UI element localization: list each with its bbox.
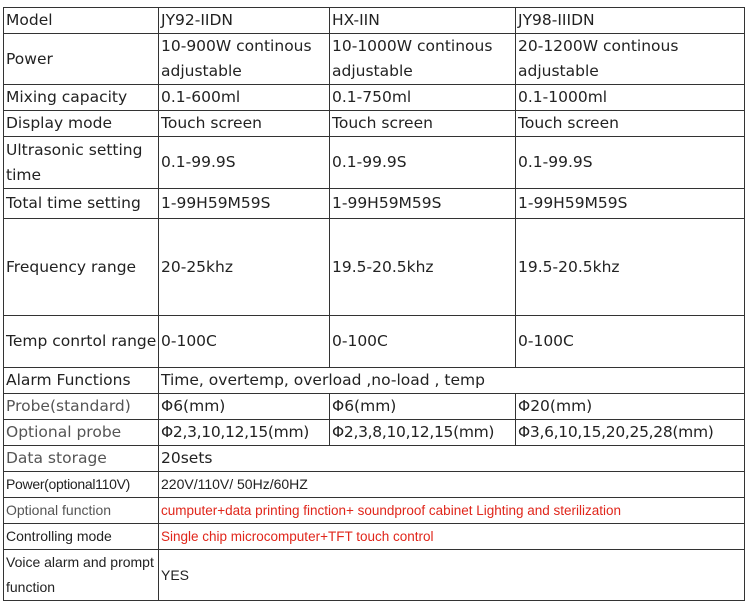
- row-controlling-mode: [4, 524, 745, 550]
- display-1: Touch screen: [159, 111, 330, 137]
- row-voice-alarm: [4, 550, 745, 601]
- temp-1: 0-100C: [159, 316, 330, 368]
- power-2: 10-1000W continous adjustable: [330, 34, 516, 85]
- ultrasonic-2: 0.1-99.9S: [330, 137, 516, 189]
- display-2: Touch screen: [330, 111, 516, 137]
- row-mixing: [4, 85, 745, 111]
- temp-3: 0-100C: [516, 316, 745, 368]
- optional-function-label: Optional function: [4, 498, 159, 524]
- row-power: [4, 34, 745, 85]
- row-probe-standard: [4, 394, 745, 420]
- optional-probe-3: Φ3,6,10,15,20,25,28(mm): [516, 420, 745, 446]
- controlling-mode-label: Controlling mode: [4, 524, 159, 550]
- power-1: 10-900W continous adjustable: [159, 34, 330, 85]
- row-power-optional: [4, 472, 745, 498]
- frequency-3: 19.5-20.5khz: [516, 219, 745, 316]
- ultrasonic-3: 0.1-99.9S: [516, 137, 745, 189]
- model-1: JY92-IIDN: [159, 8, 330, 34]
- row-alarm: [4, 368, 745, 394]
- probe-standard-2: Φ6(mm): [330, 394, 516, 420]
- frequency-2: 19.5-20.5khz: [330, 219, 516, 316]
- frequency-label: Frequency range: [4, 219, 159, 316]
- mixing-3: 0.1-1000ml: [516, 85, 745, 111]
- probe-standard-1: Φ6(mm): [159, 394, 330, 420]
- alarm-label: Alarm Functions: [4, 368, 159, 394]
- total-time-3: 1-99H59M59S: [516, 189, 745, 219]
- frequency-1: 20-25khz: [159, 219, 330, 316]
- probe-standard-label: Probe(standard): [4, 394, 159, 420]
- display-3: Touch screen: [516, 111, 745, 137]
- optional-function-value: cumputer+data printing finction+ soundproof cabinet Lighting and sterilization: [159, 498, 745, 524]
- row-temp: [4, 316, 745, 368]
- model-2: HX-IIN: [330, 8, 516, 34]
- display-label: Display mode: [4, 111, 159, 137]
- mixing-2: 0.1-750ml: [330, 85, 516, 111]
- controlling-mode-value: Single chip microcomputer+TFT touch control: [159, 524, 745, 550]
- total-time-1: 1-99H59M59S: [159, 189, 330, 219]
- row-optional-function: [4, 498, 745, 524]
- optional-probe-2: Φ2,3,8,10,12,15(mm): [330, 420, 516, 446]
- row-ultrasonic: [4, 137, 745, 189]
- model-label: Model: [4, 8, 159, 34]
- spec-table: [3, 7, 745, 601]
- power-optional-label: Power(optional110V): [4, 472, 159, 498]
- mixing-1: 0.1-600ml: [159, 85, 330, 111]
- alarm-value: Time, overtemp, overload ,no-load , temp: [159, 368, 745, 394]
- optional-probe-1: Φ2,3,10,12,15(mm): [159, 420, 330, 446]
- power-label: Power: [4, 34, 159, 85]
- row-frequency: [4, 219, 745, 316]
- row-model: [4, 8, 745, 34]
- temp-2: 0-100C: [330, 316, 516, 368]
- data-storage-value: 20sets: [159, 446, 745, 472]
- data-storage-label: Data storage: [4, 446, 159, 472]
- row-optional-probe: [4, 420, 745, 446]
- mixing-label: Mixing capacity: [4, 85, 159, 111]
- total-time-2: 1-99H59M59S: [330, 189, 516, 219]
- ultrasonic-1: 0.1-99.9S: [159, 137, 330, 189]
- power-optional-value: 220V/110V/ 50Hz/60HZ: [159, 472, 745, 498]
- power-3: 20-1200W continous adjustable: [516, 34, 745, 85]
- model-3: JY98-IIIDN: [516, 8, 745, 34]
- row-data-storage: [4, 446, 745, 472]
- row-display: [4, 111, 745, 137]
- row-total-time: [4, 189, 745, 219]
- voice-alarm-label: Voice alarm and prompt function: [4, 550, 159, 601]
- temp-label: Temp conrtol range: [4, 316, 159, 368]
- total-time-label: Total time setting: [4, 189, 159, 219]
- optional-probe-label: Optional probe: [4, 420, 159, 446]
- voice-alarm-value: YES: [159, 550, 745, 601]
- ultrasonic-label: Ultrasonic setting time: [4, 137, 159, 189]
- probe-standard-3: Φ20(mm): [516, 394, 745, 420]
